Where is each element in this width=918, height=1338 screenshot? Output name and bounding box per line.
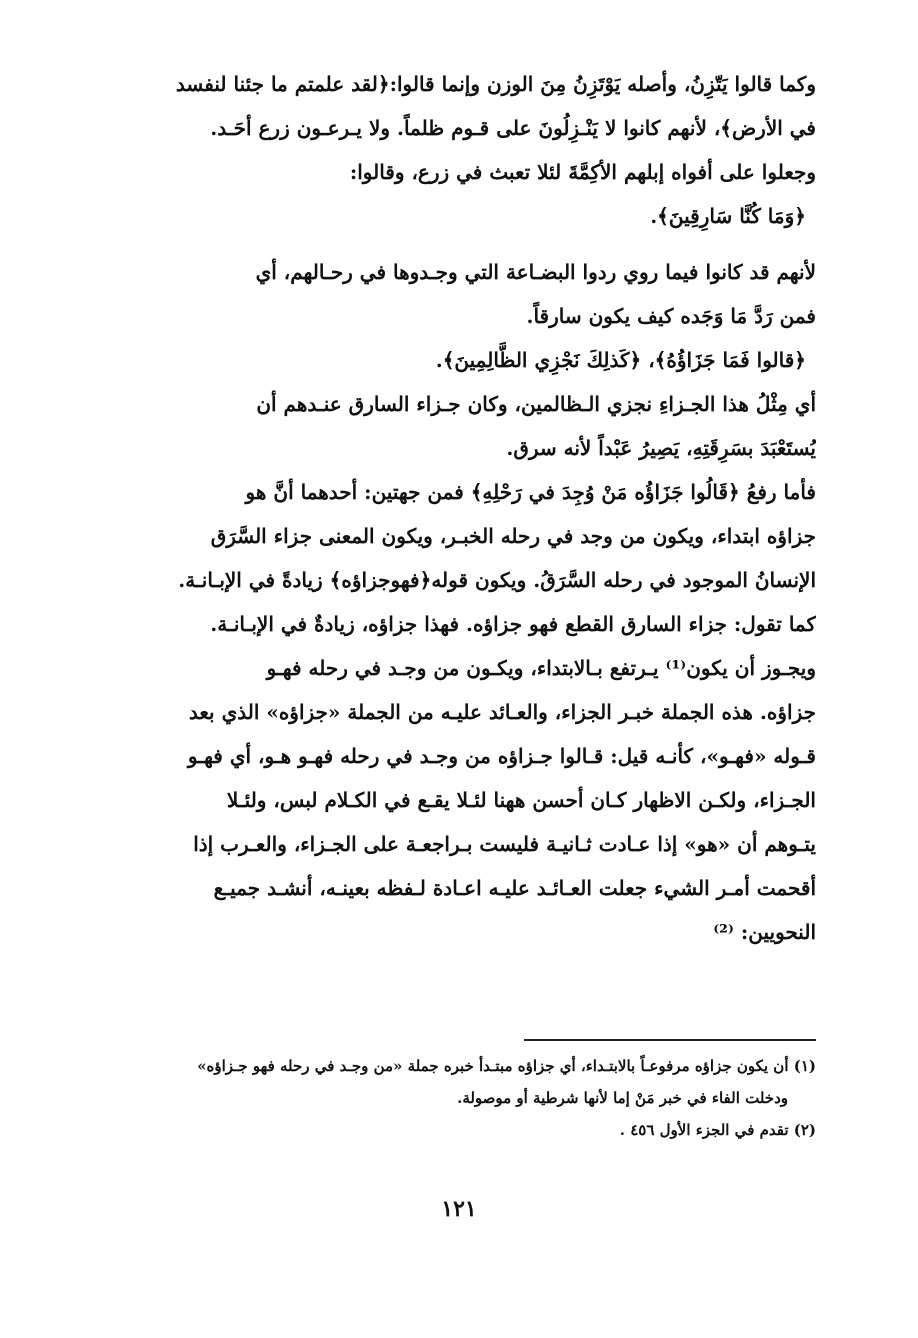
text-line: يتـوهم أن «هو» إذا عـادت ثـانيـة فليست بـراجعـة على الجـزاء، والعـرب إذا: [193, 832, 816, 856]
text-line: جزاؤه. هذه الجملة خبـر الجزاء، والعـائد عليـه من الجملة «جزاؤه» الذي بعد: [188, 700, 816, 724]
footnote-2: (٢) تقدم في الجزء الأول ٤٥٦ .: [619, 1121, 816, 1139]
footnote-divider: [524, 1039, 816, 1041]
text-line: الإنسانُ الموجود في رحله السَّرَقُ. ويكون قوله﴿فهوجزاؤه﴾ زيادةً في الإبـانـة.: [178, 568, 816, 592]
text-line: قـوله «فهـو»، كأنـه قيل: قـالوا جـزاؤه من وجـد في رحله فهـو هـو، أي فهـو: [187, 744, 816, 768]
quran-verse-line: ﴿قالوا فَمَا جَزَاؤُهُ﴾، ﴿كَذلِكَ نَجْزِي الظَّالِمِينَ﴾.: [435, 348, 806, 372]
text-line: ويجـوز أن يكون⁽¹⁾ يـرتفع بـالابتداء، ويكـون من وجـد في رحله فهـو: [266, 656, 816, 680]
footnotes: [128, 1050, 816, 1146]
text-line: لأنهم قد كانوا فيما روي ردوا البضـاعة التي وجـدوها في رحـالهم، أي: [255, 260, 816, 284]
text-line: الجـزاء، ولكـن الاظهار كـان أحسن ههنا لئـلا يقـع في الكـلام لبس، ولئـلا: [226, 788, 816, 812]
text-line: فأما رفعُ ﴿قَالُوا جَزَاؤُه مَنْ وُجِدَ في رَحْلِهِ﴾ فمن جهتين: أحدهما أنَّ هو: [245, 480, 816, 504]
text-line: فمن رَدَّ مَا وَجَده كيف يكون سارقاً.: [526, 304, 816, 328]
page-number: ١٢١: [441, 1196, 477, 1222]
footnote-1: (١) أن يكون جزاؤه مرفوعـاً بالابتـداء، أي جزاؤه مبتـدأ خبره جملة «من وجـد في رحله فهو جـزاؤه»: [197, 1057, 816, 1075]
text-line: أي مِثْلُ هذا الجـزاءِ نجزي الـظالمين، وكان جـزاء السارق عنـدهم أن: [256, 392, 816, 416]
text-line: وكما قالوا يَتّزِنُ، وأصله يَوْتَزِنُ مِنَ الوزن وإنما قالوا:﴿لقد علمتم ما جئنا لنفسد: [175, 72, 816, 96]
text-line: النحويين: ⁽²⁾: [713, 920, 816, 944]
text-line: جزاؤه ابتداء، ويكون من وجد في رحله الخبـر، ويكون المعنى جزاء السَّرَق: [210, 524, 816, 548]
text-line: كما تقول: جزاء السارق القطع فهو جزاؤه. فهذا جزاؤه، زيادةٌ في الإبـانـة.: [210, 612, 816, 636]
footnote-1-continuation: ودخلت الفاء في خبر مَنْ إما لأنها شرطية أو موصولة.: [457, 1089, 788, 1107]
quran-verse-line: ﴿وَمَا كُنَّا سَارِقِينَ﴾.: [650, 204, 806, 228]
main-text: [128, 62, 816, 954]
text-line: في الأرض﴾، لأنهم كانوا لا يَنْـزِلُونَ على قـوم ظلماً. ولا يـرعـون زرع أحَـد.: [210, 116, 816, 140]
text-line: وجعلوا على أفواه إبلهم الأكِمَّةَ لئلا تعبث في زرع، وقالوا:: [349, 160, 816, 184]
text-line: يُستَعْبَدَ بسَرِقَتِهِ، يَصِيرُ عَبْداً لأنه سرق.: [506, 436, 816, 460]
text-line: أقحمت أمـر الشيء جعلت العـائـد عليـه اعـادة لـفظه بعينـه، أنشـد جميـع: [213, 876, 816, 900]
